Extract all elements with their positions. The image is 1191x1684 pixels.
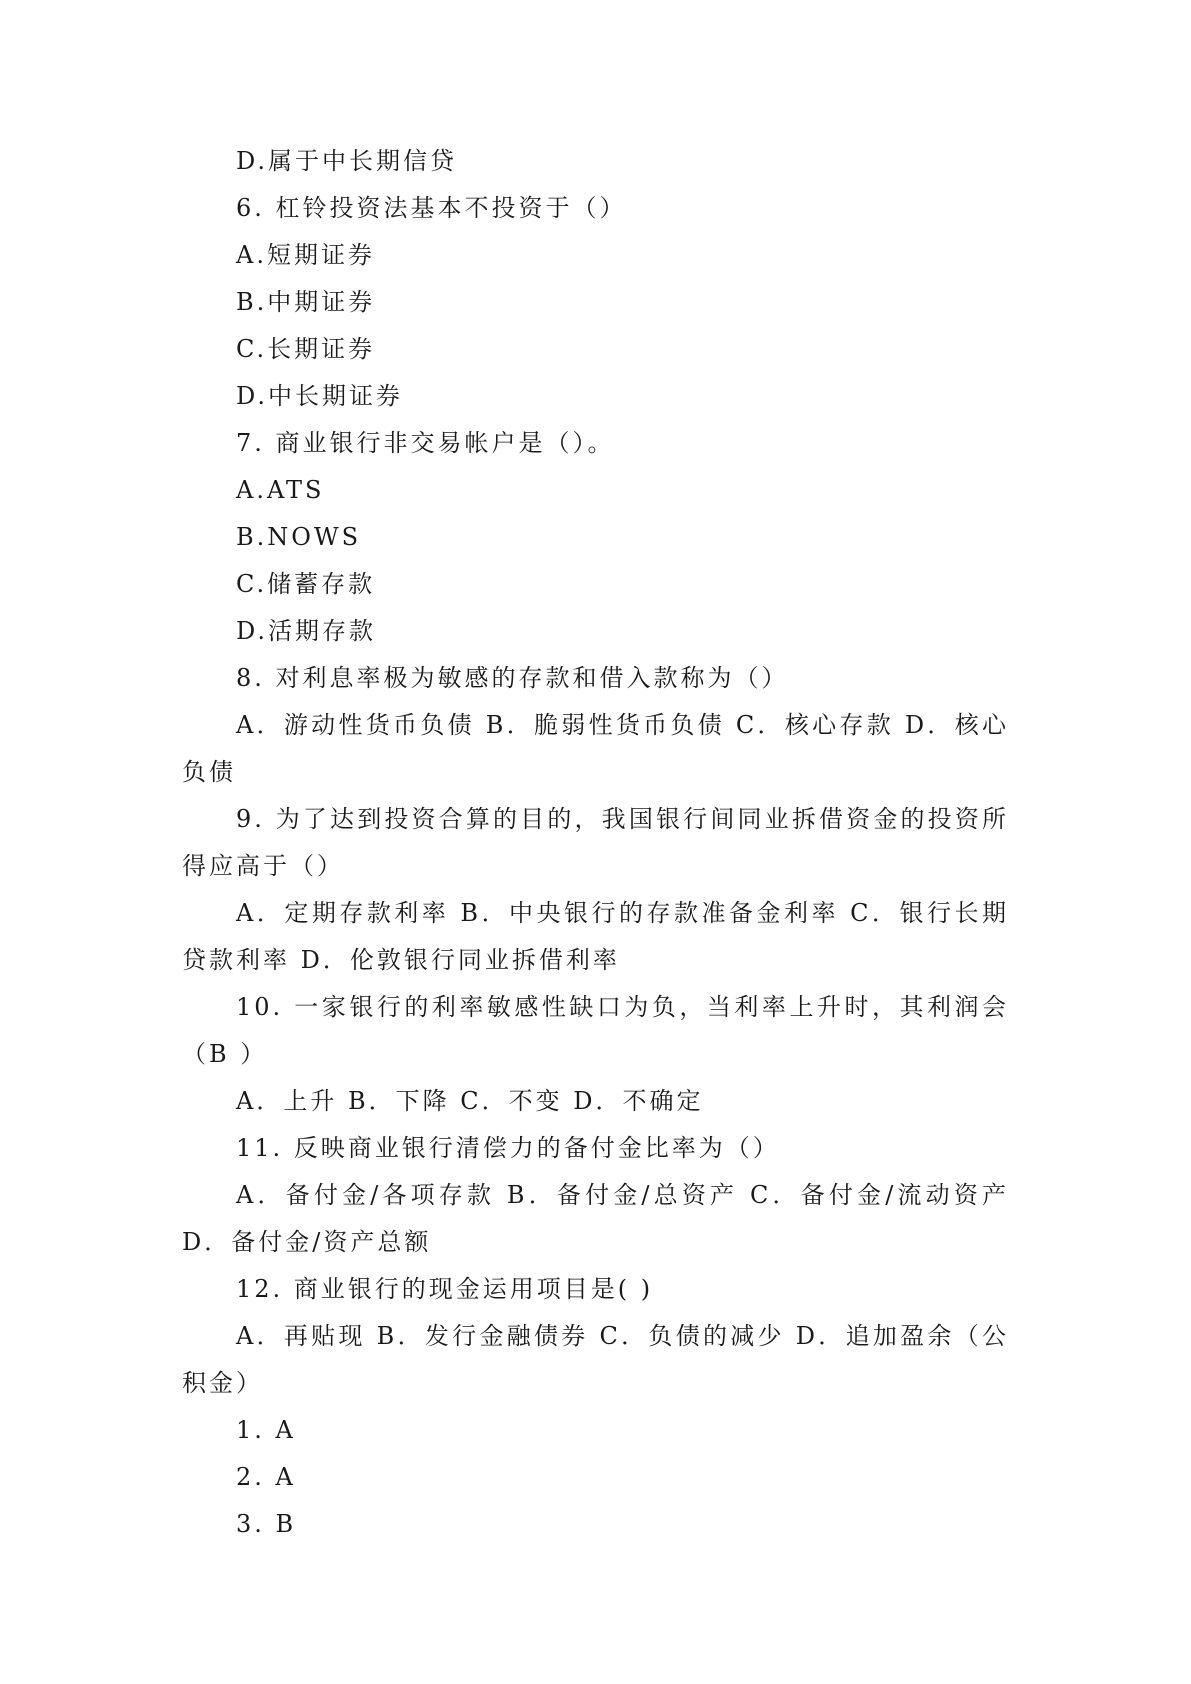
option-line: D.活期存款 (236, 617, 377, 645)
options-paragraph: A．定期存款利率 B．中央银行的存款准备金利率 C．银行长期贷款利率 D．伦敦银行同业拆借利率 (182, 899, 1009, 974)
question-line: 12. 商业银行的现金运用项目是( ) (236, 1275, 654, 1303)
answer-line: 3. B (236, 1510, 297, 1538)
option-line: A.ATS (236, 476, 325, 504)
option-line: D.中长期证券 (236, 382, 404, 410)
option-line: D.属于中长期信贷 (236, 147, 458, 175)
option-line: A．上升 B．下降 C．不变 D．不确定 (236, 1087, 704, 1115)
option-line: B.中期证券 (236, 288, 376, 316)
options-paragraph: A．游动性货币负债 B．脆弱性货币负债 C．核心存款 D．核心负债 (182, 711, 1009, 786)
question-paragraph: 10. 一家银行的利率敏感性缺口为负，当利率上升时，其利润会（B ） (182, 993, 1009, 1068)
question-line: 11. 反映商业银行清偿力的备付金比率为（） (236, 1134, 780, 1162)
question-line: 8. 对利息率极为敏感的存款和借入款称为（） (236, 664, 789, 692)
option-line: A.短期证券 (236, 241, 375, 269)
document-body (0, 138, 1191, 1548)
question-paragraph: 9. 为了达到投资合算的目的，我国银行间同业拆借资金的投资所得应高于（） (182, 805, 1009, 880)
question-line: 7. 商业银行非交易帐户是（）。 (236, 429, 615, 457)
question-line: 6. 杠铃投资法基本不投资于（） (236, 194, 627, 222)
option-line: B.NOWS (236, 523, 362, 551)
options-paragraph: A．再贴现 B．发行金融债券 C．负债的减少 D．追加盈余（公积金） (182, 1322, 1009, 1397)
answer-line: 1. A (236, 1416, 296, 1444)
option-line: C.长期证券 (236, 335, 376, 363)
option-line: C.储蓄存款 (236, 570, 376, 598)
answer-line: 2. A (236, 1463, 296, 1491)
options-paragraph: A．备付金/各项存款 B．备付金/总资产 C．备付金/流动资产 D．备付金/资产总额 (182, 1181, 1009, 1256)
